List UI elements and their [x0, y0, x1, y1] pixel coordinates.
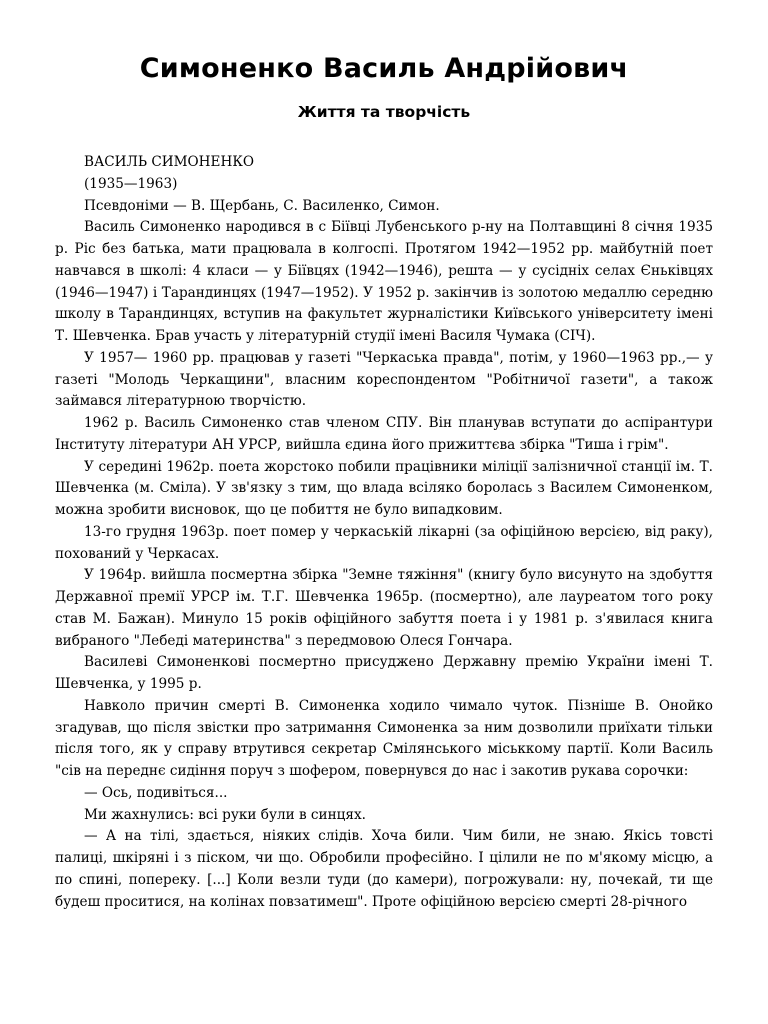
body-paragraph: Василеві Симоненкові посмертно присуджено Державну премію України імені Т. Шевченка, у 1995 р.	[55, 654, 713, 692]
body-paragraph: У 1964р. вийшла посмертна збірка "Земне тяжіння" (книгу було висунуто на здобуття Державної премії УРСР ім. Т.Г. Шевченка 1965р. (посмертно), але лауреатом того року став М. Бажан). Минуло 15 років офіційного забуття поета і у 1981 р. з'явилася книга вибраного "Лебеді материнства" з передмовою Олеся Гончара.	[55, 567, 713, 649]
body-paragraph: У 1957— 1960 рр. працював у газеті "Черкаська правда", потім, у 1960—1963 рр.,— у газеті "Молодь Черкащини", власним кореспондентом "Робітничої газети", а також займався літературною творчістю.	[55, 349, 713, 410]
author-heading: ВАСИЛЬ СИМОНЕНКО	[84, 154, 254, 170]
document-title: Симоненко Василь Андрійович	[139, 53, 629, 84]
document-body	[55, 152, 713, 913]
body-paragraph: Навколо причин смерті В. Симоненка ходило чимало чуток. Пізніше В. Онойко згадував, що після звістки про затримання Симоненка за ним дозволили приїхати тільки після того, як у справу втрутився секретар Смілянського міськкому партії. Коли Василь "сів на переднє сидіння поруч з шофером, повернувся до нас і закотив рукава сорочки:	[55, 697, 713, 779]
body-paragraph: 1962 р. Василь Симоненко став членом СПУ. Він планував вступати до аспірантури Інституту літератури АН УРСР, вийшла єдина його прижиттєва збірка "Тиша і грім".	[55, 415, 713, 453]
body-paragraph: Василь Симоненко народився в с Біївці Лубенського р-ну на Полтавщині 8 січня 1935 р. Ріс без батька, мати працювала в колгоспі. Протягом 1942—1952 рр. майбутній поет навчався в школі: 4 класи — у Біївцях (1942—1946), решта — у сусідніх селах Єньківцях (1946—1947) і Тарандинцях (1947—1952). У 1952 р. закінчив із золотою медаллю середню школу в Тарандинцях, вступив на факультет журналістики Київського університету імені Т. Шевченка. Брав участь у літературній студії імені Василя Чумака (СІЧ).	[55, 219, 713, 344]
body-paragraph: — А на тілі, здається, ніяких слідів. Хоча били. Чим били, не знаю. Якісь товсті палиці, шкіряні і з піском, чи що. Обробили професійно. І цілили не по м'якому місцю, а по спині, попереку. [...] Коли везли туди (до камери), погрожували: ну, почекай, ти ще будеш проситися, на колінах повзатимеш". Проте офіційною версією смерті 28-річного	[55, 828, 713, 910]
quote-line: — Ось, подивіться...	[84, 784, 228, 801]
body-paragraph: У середині 1962р. поета жорстоко побили працівники міліції залізничної станції ім. Т. Шевченка (м. Сміла). У зв'язку з тим, що влада всіляко боролась з Василем Симоненком, можна зробити висновок, що це побиття не було випадковим.	[55, 458, 713, 518]
quote-line: Ми жахнулись: всі руки були в синцях.	[84, 806, 366, 823]
author-years: (1935—1963)	[84, 175, 178, 192]
document-subtitle: Життя та творчість	[297, 103, 471, 121]
body-paragraph: 13-го грудня 1963р. поет помер у черкаській лікарні (за офіційною версією, від раку), похований у Черкасах.	[55, 523, 713, 562]
pseudonyms-paragraph: Псевдоніми — В. Щербань, С. Василенко, Симон.	[84, 197, 440, 214]
